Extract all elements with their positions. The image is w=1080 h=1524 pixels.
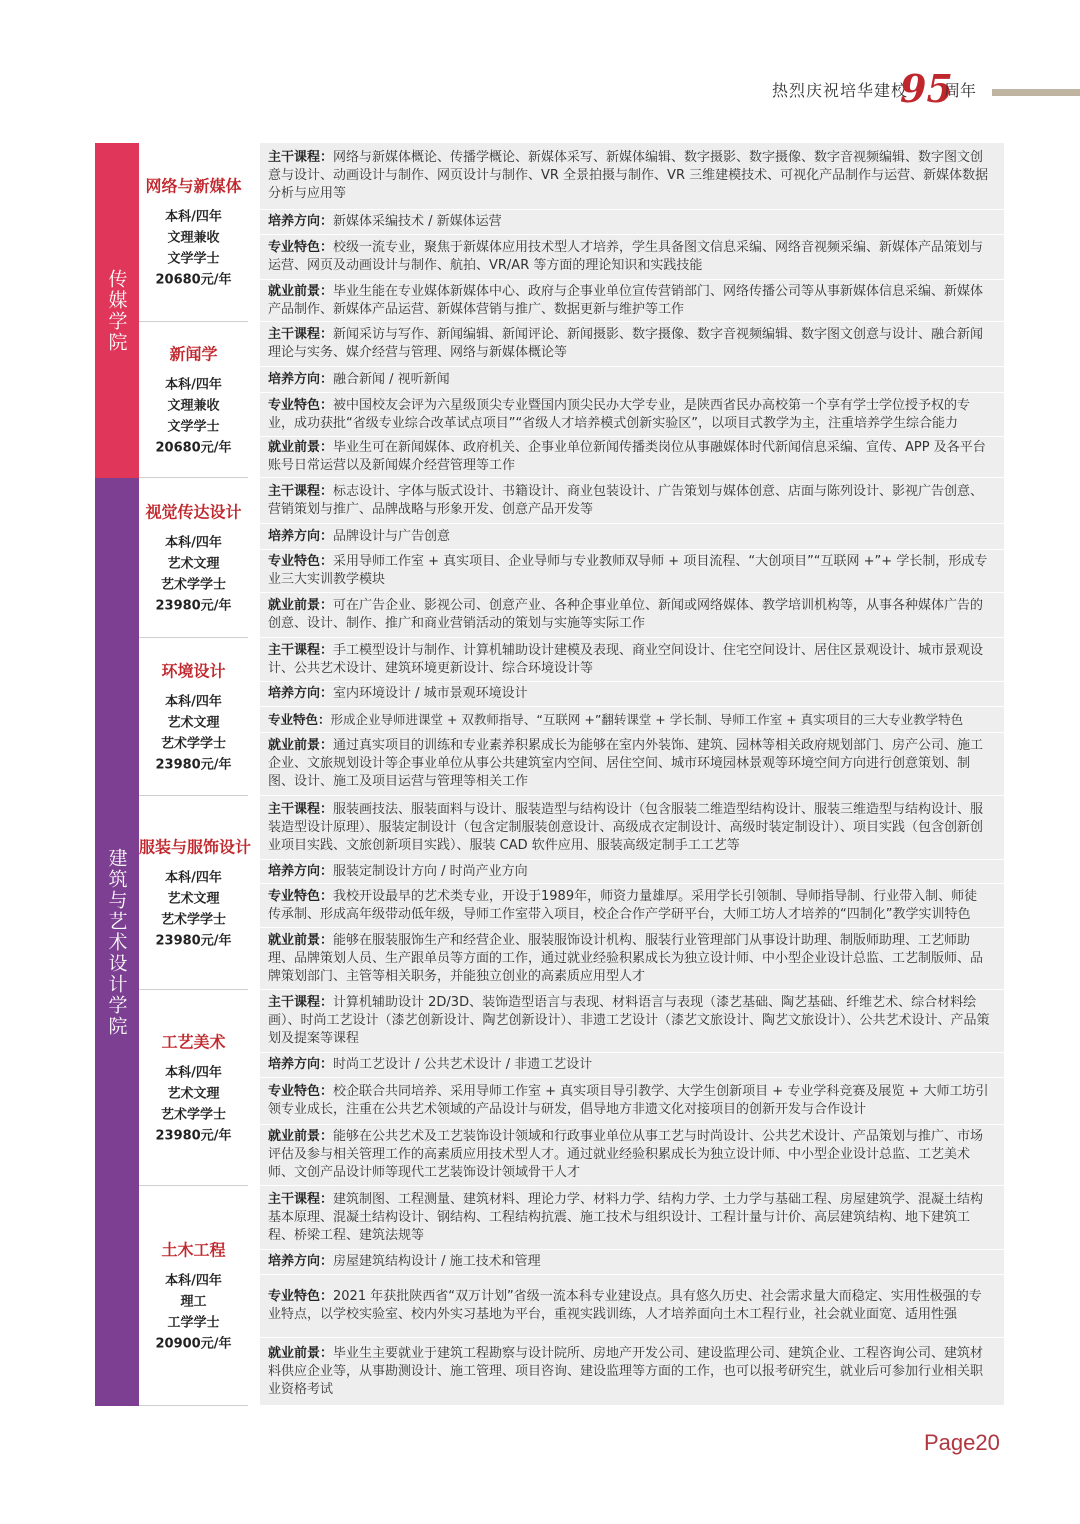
detail-text [268,213,502,231]
college-label: 建筑与艺术设计学院 [105,847,128,1037]
detail-text [268,1128,990,1182]
detail-content: 我校开设最早的艺术类专业，开设于1989年，师资力量雄厚。采用学长引领制、导师指导制、行业带入制、师徒传承制、形成高年级带动低年级，导师工作室带入项目，校企合作产学研平台，大师工坊人才培养的“四制化”教学实训特色 [268,888,978,922]
detail-label: 主干课程： [268,801,334,817]
major-info-line: 艺术学学士 [160,736,226,751]
detail-content: 通过真实项目的训练和专业素养积累成长为能够在室内外装饰、建筑、园林等相关政府规划部门、房产公司、施工企业、文旅规划设计等企事业单位从事公共建筑室内空间、居住空间、城市环境园林景观等环境空间方向进行创意策划、制图、设计、施工及项目运营与管理等相关工作 [268,738,984,789]
major-info-line: 文学学士 [167,419,220,434]
detail-text [268,1345,990,1399]
major-info-line: 23980元/年 [155,1128,232,1143]
detail-row [260,1186,1004,1250]
page-header [760,66,1080,116]
major-info-line: 20680元/年 [155,440,232,455]
major-cell [139,322,248,478]
major-info-line: 23980元/年 [155,598,232,613]
major-info-line: 本科/四年 [165,535,222,550]
detail-text [268,711,963,728]
detail-text [268,326,990,362]
detail-label: 主干课程： [268,1191,334,1207]
detail-content: 房屋建筑结构设计 / 施工技术和管理 [333,1254,541,1269]
detail-label: 主干课程： [268,150,334,165]
detail-row [260,733,1004,796]
detail-text [268,239,990,275]
major-cell [139,478,248,638]
detail-row [260,280,1004,322]
detail-label: 专业特色： [268,711,331,727]
detail-row [260,682,1004,707]
major-cell [139,796,252,990]
major-info-line: 20680元/年 [155,272,232,288]
detail-text [268,863,528,881]
detail-row [260,143,1004,210]
major-cell [139,143,248,322]
detail-label: 主干课程： [268,483,334,499]
detail-label: 专业特色： [268,240,334,255]
detail-content: 服装定制设计方向 / 时尚产业方向 [333,863,528,879]
detail-row [260,593,1004,638]
detail-text [268,439,990,475]
detail-label: 培养方向： [268,1057,334,1072]
detail-text [268,371,450,389]
detail-text [268,888,990,924]
college-band-architecture-art [95,478,139,1406]
detail-label: 就业前景： [268,440,334,455]
detail-row [260,524,1004,550]
detail-row [260,796,1004,860]
detail-content: 手工模型设计与制作、计算机辅助设计建模及表现、商业空间设计、住宅空间设计、居住区景观设计、城市景观设计、公共艺术设计、建筑环境更新设计、综合环境设计等 [268,642,984,676]
detail-content: 服装画技法、服装面料与设计、服装造型与结构设计（包含服装二维造型结构设计、服装三维造型与结构设计、服装造型设计原理）、服装定制设计（包含定制服装创意设计、高级成衣定制设计、高级时装定制设计）、项目实践（包含创新创业项目实践、文旅创新项目实践）、服装 CAD 软件应用、服装高级定制手工工艺等 [268,801,984,853]
major-info-line: 艺术学学士 [160,912,226,927]
detail-content: 标志设计、字体与版式设计、书籍设计、商业包装设计、广告策划与媒体创意、店面与陈列设计、影视广告创意、营销策划与推广、品牌战略与形象开发、创意产品开发等 [268,483,984,517]
college-band-media [95,143,139,478]
page-number: Page20 [924,1430,1000,1455]
detail-text [268,283,990,319]
major-cell [139,638,248,796]
detail-label: 就业前景： [268,932,334,948]
major-info-line: 本科/四年 [165,1065,222,1080]
detail-label: 专业特色： [268,1289,334,1304]
detail-label: 培养方向： [268,371,334,387]
detail-row [260,393,1004,437]
detail-content: 校企联合共同培养、采用导师工作室 + 真实项目导引教学、大学生创新项目 + 专业学科竞赛及展览 + 大师工坊引领专业成长，注重在公共艺术领域的产品设计与研发，倡导地方非遗文化对接项目的创新开发与合作设计 [268,1084,989,1117]
major-info-line: 文理兼收 [167,398,220,413]
detail-content: 室内环境设计 / 城市景观环境设计 [333,686,528,701]
major-info-line: 工学学士 [167,1315,220,1330]
detail-label: 培养方向： [268,1254,334,1269]
header-title: 热烈庆祝培华建校 [772,81,909,100]
major-info-line: 艺术文理 [167,1086,220,1101]
major-info-line: 本科/四年 [165,694,222,709]
detail-content: 建筑制图、工程测量、建筑材料、理论力学、材料力学、结构力学、土力学与基础工程、房屋建筑学、混凝土结构基本原理、混凝土结构设计、钢结构、工程结构抗震、施工技术与组织设计、工程计量与计价、高层建筑结构、地下建筑工程、桥梁工程、建筑法规等 [268,1191,984,1243]
detail-content: 时尚工艺设计 / 公共艺术设计 / 非遗工艺设计 [333,1057,593,1072]
detail-row [260,322,1004,367]
detail-row [260,550,1004,593]
major-cell [139,1186,248,1406]
detail-label: 培养方向： [268,863,334,879]
major-info-line: 本科/四年 [165,209,222,225]
detail-row [260,367,1004,393]
detail-text [268,737,990,791]
major-info-line: 艺术学学士 [160,577,226,592]
major-info-line: 文理兼收 [167,230,220,246]
major-info-line: 23980元/年 [155,933,232,948]
detail-row [260,1275,1004,1338]
detail-row [260,437,1004,478]
detail-content: 能够在公共艺术及工艺装饰设计领域和行政事业单位从事工艺与时尚设计、公共艺术设计、产品策划与推广、市场评估及参与相关管理工作的高素质应用技术型人才。通过就业经验积累成长为独立设计师、中小型企业设计总监、工艺美术师、文创产品设计师等现代工艺装饰设计领域骨干人才 [268,1129,984,1180]
detail-content: 被中国校友会评为六星级顶尖专业暨国内顶尖民办大学专业，是陕西省民办高校第一个享有学士学位授予权的专业，成功获批“省级专业综合改革试点项目”“省级人才培养模式创新实验区”，以项目式教学为主，注重培养学生综合能力 [268,397,971,431]
detail-label: 主干课程： [268,995,334,1010]
major-name: 视觉传达设计 [145,502,242,521]
detail-label: 主干课程： [268,642,334,658]
detail-content: 融合新闻 / 视听新闻 [333,371,450,387]
detail-content: 能够在服装服饰生产和经营企业、服装服饰设计机构、服装行业管理部门从事设计助理、制版师助理、工艺师助理、品牌策划人员、生产跟单员等方面的工作，通过就业经验积累成长为独立设计师、中小型企业设计总监、工艺制版师、品牌策划部门、主管等相关职务，并能独立创业的高素质应用型人才 [268,932,984,984]
detail-row [260,707,1004,733]
detail-label: 培养方向： [268,214,334,229]
detail-content: 2021 年获批陕西省“双万计划”省级一流本科专业建设点。具有悠久历史、社会需求量大而稳定、实用性极强的专业特点，以学校实验室、校内外实习基地为平台，重视实践训练，人才培养面向土木工程行业，社会就业面宽、适用性强 [268,1289,982,1322]
detail-content: 毕业生可在新闻媒体、政府机关、企事业单位新闻传播类岗位从事融媒体时代新闻信息采编、宣传、APP 及各平台账号日常运营以及新闻媒介经营管理等工作 [268,440,986,473]
major-name: 工艺美术 [161,1032,226,1051]
detail-content: 新闻采访与写作、新闻编辑、新闻评论、新闻摄影、数字摄像、数字音视频编辑、数字图文创意与设计、融合新闻理论与实务、媒介经营与管理、网络与新媒体概论等 [268,327,984,360]
major-info-line: 20900元/年 [155,1336,232,1351]
detail-content: 形成企业导师进课堂 + 双教师指导、“互联网 +”翻转课堂 + 学长制、导师工作室 + 真实项目的三大专业教学特色 [330,711,964,727]
detail-text [268,994,990,1048]
detail-content: 计算机辅助设计 2D/3D、装饰造型语言与表现、材料语言与表现（漆艺基础、陶艺基础、纤维艺术、综合材料绘画）、时尚工艺设计（漆艺创新设计、陶艺创新设计）、非遗工艺设计（漆艺文旅设计、陶艺文旅设计）、公共艺术设计、产品策划及提案等课程 [268,995,990,1046]
detail-text [268,397,990,433]
college-label: 传媒学院 [105,268,128,353]
major-info-line: 本科/四年 [165,1273,222,1288]
detail-label: 专业特色： [268,397,334,413]
detail-row [260,1338,1004,1406]
detail-label: 就业前景： [268,738,334,753]
detail-row [260,860,1004,884]
detail-row [260,1125,1004,1186]
major-cell [139,990,248,1186]
detail-label: 培养方向： [268,686,334,701]
header-suffix: 周年 [944,81,977,100]
major-info-line: 本科/四年 [165,870,222,885]
detail-content: 毕业生主要就业于建筑工程勘察与设计院所、房地产开发公司、建设监理公司、建筑企业、工程咨询公司、建筑材料供应企业等，从事勘测设计、施工管理、项目咨询、建设监理等方面的工作，也可以报考研究生，就业后可参加行业相关职业资格考试 [268,1345,984,1397]
detail-text [268,597,990,633]
major-name: 新闻学 [169,344,218,363]
detail-text [268,1253,541,1271]
detail-text [268,932,990,986]
major-info-line: 艺术文理 [167,556,220,571]
detail-content: 校级一流专业，聚焦于新媒体应用技术型人才培养，学生具备图文信息采编、网络音视频采编、新媒体产品策划与运营、网页及动画设计与制作、航拍、VR/AR 等方面的理论知识和实践技能 [268,240,984,273]
detail-text [268,1191,990,1245]
detail-content: 毕业生能在专业媒体新媒体中心、政府与企事业单位宣传营销部门、网络传播公司等从事新媒体信息采编、新媒体产品制作、新媒体产品运营、新媒体营销与推广、数据更新与维护等工作 [268,283,984,317]
detail-row [260,990,1004,1053]
major-info-line: 本科/四年 [165,377,222,392]
detail-label: 主干课程： [268,327,334,342]
major-name: 土木工程 [161,1240,226,1259]
major-info-line: 艺术文理 [167,891,220,906]
detail-text [268,801,990,855]
major-info-line: 23980元/年 [155,757,232,772]
detail-row [260,478,1004,524]
header-decor-bar [992,89,1080,96]
major-info-line: 艺术学学士 [160,1107,226,1122]
detail-row [260,884,1004,928]
detail-content: 新媒体采编技术 / 新媒体运营 [333,214,502,229]
detail-label: 就业前景： [268,1129,334,1144]
detail-label: 就业前景： [268,283,334,299]
detail-row [260,1053,1004,1078]
detail-text [268,483,990,519]
detail-text [268,528,450,546]
detail-row [260,928,1004,990]
detail-label: 就业前景： [268,598,334,613]
detail-label: 培养方向： [268,528,334,544]
major-info-line: 文学学士 [167,251,220,267]
detail-text [268,1083,990,1119]
detail-content: 可在广告企业、影视公司、创意产业、各种企事业单位、新闻或网络媒体、教学培训机构等，从事各种媒体广告的创意、设计、制作、推广和商业营销活动的策划与实施等实际工作 [268,598,984,631]
detail-text [268,1056,592,1074]
detail-text [268,553,990,589]
detail-content: 品牌设计与广告创意 [333,528,451,544]
major-info-line: 艺术文理 [167,715,220,730]
detail-content: 采用导师工作室 + 真实项目、企业导师与专业教师双导师 + 项目流程、“大创项目”“互联网 +”+ 学长制，形成专业三大实训教学模块 [268,554,988,587]
detail-row [260,1250,1004,1275]
detail-label: 专业特色： [268,888,334,904]
detail-label: 就业前景： [268,1345,334,1361]
anniversary-logo-number: 95 [900,66,953,111]
major-info-line: 理工 [180,1294,207,1309]
detail-label: 专业特色： [268,1084,334,1099]
major-name: 环境设计 [161,661,226,680]
detail-row [260,235,1004,280]
detail-row [260,1078,1004,1125]
detail-row [260,638,1004,682]
detail-content: 网络与新媒体概论、传播学概论、新媒体采写、新媒体编辑、数字摄影、数字摄像、数字音视频编辑、数字图文创意与设计、动画设计与制作、网页设计与制作、VR 全景拍摄与制作、VR 三维建模技术、可视化产品制作与运营、新媒体数据分析与应用等 [268,150,989,201]
major-name: 服装与服饰设计 [139,837,252,856]
detail-text [268,685,528,703]
detail-text [268,149,990,203]
detail-text [268,1288,990,1324]
major-name: 网络与新媒体 [145,176,242,196]
detail-label: 专业特色： [268,554,334,569]
detail-row [260,210,1004,235]
detail-text [268,642,990,678]
